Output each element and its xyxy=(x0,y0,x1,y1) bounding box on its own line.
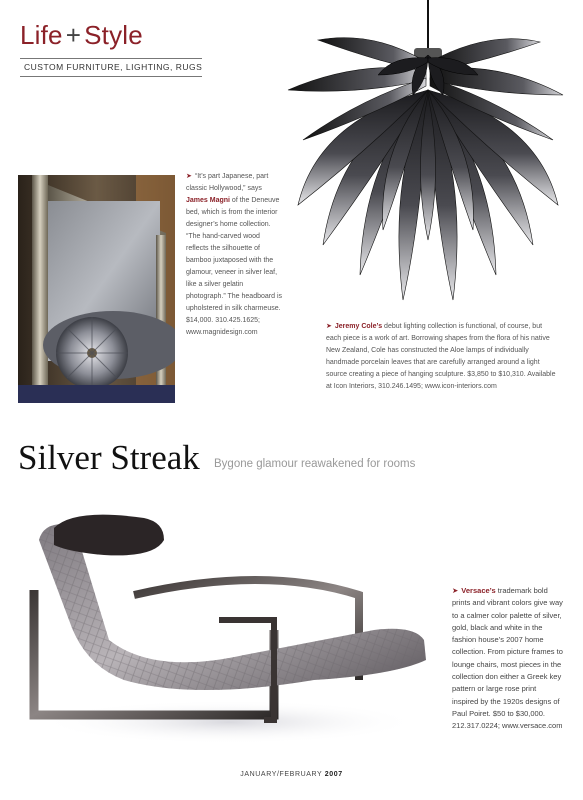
magazine-section-title xyxy=(20,20,143,51)
versace-chaise-photo xyxy=(14,500,446,750)
caption-versace xyxy=(452,585,564,733)
headboard-photo xyxy=(18,175,175,403)
section-tag-top-rule xyxy=(20,58,202,59)
caption-body: trademark bold prints and vibrant colors give way to a calmer color palette of silver, gold, black and white in the fashion house’s 2007 home collection. From picture frames to lounge chairs, most pieces in the collection don either a Greek key pattern or large rose print inspired by the 1920s designs of Paul Poiret. $50 to $30,000. 212.317.0224; www.versace.com xyxy=(452,586,563,731)
caption-magni xyxy=(186,171,284,339)
aloe-chandelier-photo xyxy=(278,0,568,315)
page-footer xyxy=(0,771,583,778)
issue-label: JANUARY/FEBRUARY xyxy=(240,771,323,778)
brand-style: Style xyxy=(84,20,143,50)
brand-life: Life xyxy=(20,20,63,50)
section-tag: CUSTOM FURNITURE, LIGHTING, RUGS xyxy=(24,62,203,72)
designer-name: James Magni xyxy=(186,197,230,204)
brand-plus: + xyxy=(65,20,82,50)
article-subhead: Bygone glamour reawakened for rooms xyxy=(214,458,416,470)
caption-arrow-icon: ➤ xyxy=(326,323,332,330)
caption-cole xyxy=(326,321,558,393)
designer-name: Jeremy Cole’s xyxy=(334,323,383,330)
caption-arrow-icon: ➤ xyxy=(186,173,192,180)
caption-arrow-icon: ➤ xyxy=(452,586,459,595)
article-headline: Silver Streak xyxy=(18,438,200,477)
issue-year: 2007 xyxy=(324,771,343,778)
caption-body: debut lighting collection is functional, of course, but each piece is a work of art. Borrowing shapes from the flora of his native New Zealand, Cole has constructed the Aloe lamps of individually handmade porcelain leaves that are carefully arranged around a light source creating a piece of hanging sculpture. $3,850 to $10,310. Available at Icon Interiors, 310.246.1495; www.icon-interiors.com xyxy=(326,323,556,390)
section-tag-bottom-rule xyxy=(20,76,202,77)
designer-name: Versace’s xyxy=(461,586,496,595)
caption-quote: “It’s part Japanese, part classic Hollywood,” says xyxy=(186,173,269,192)
caption-body: of the Deneuve bed, which is from the interior designer’s home collection. “The hand-carved wood reflects the silhouette of bamboo juxtaposed with the glamour, veneer in silver leaf, like a silver gelatin photograph.” The headboard is upholstered in silk charmeuse. $14,000. 310.425.1625; www.magnidesign.com xyxy=(186,197,282,336)
